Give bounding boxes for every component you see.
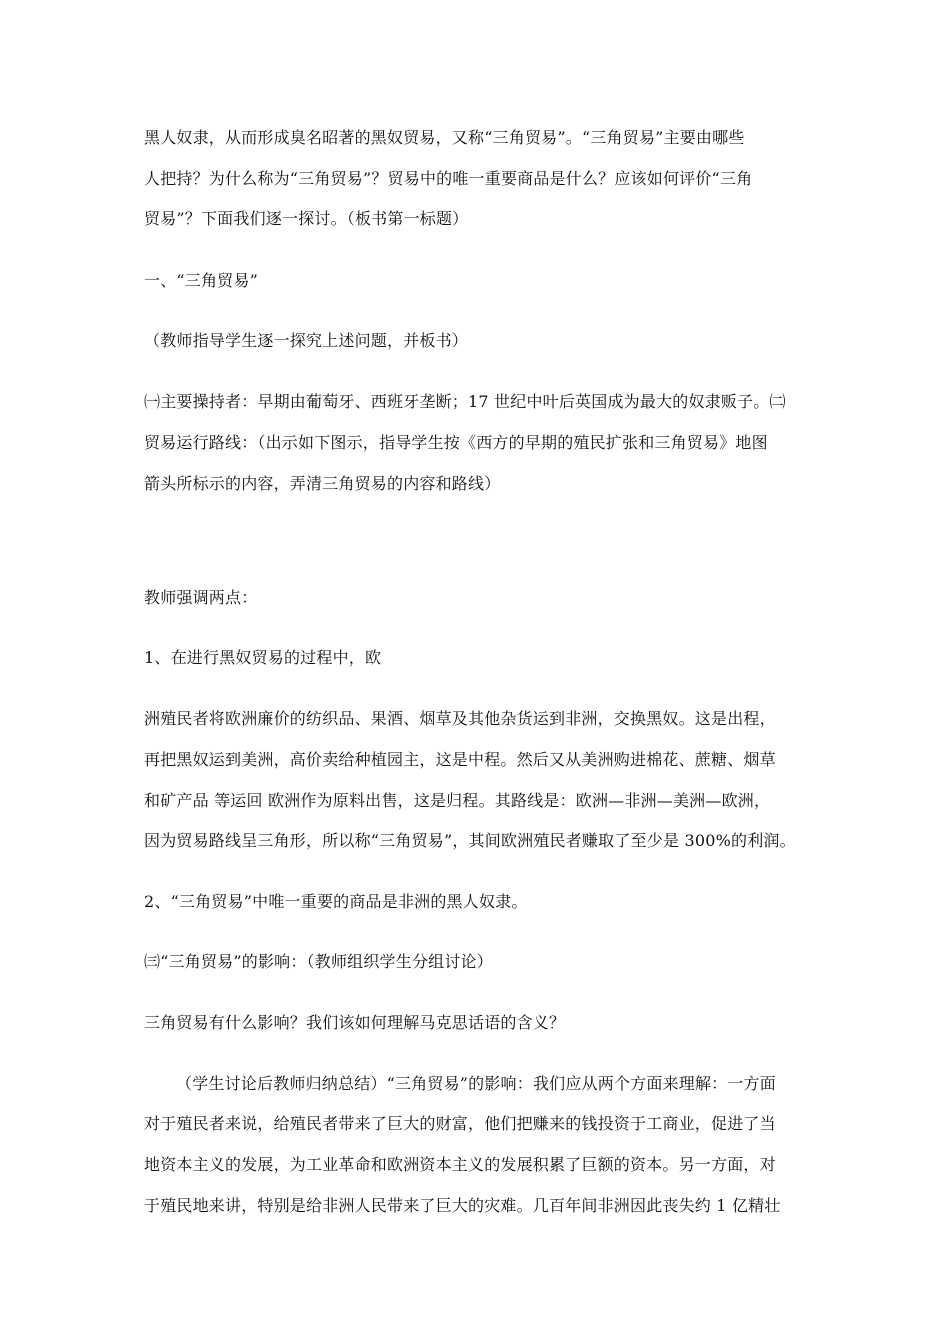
point-2: 2、“三角贸易”中唯一重要的商品是非洲的黑人奴隶。 (144, 892, 528, 911)
point-1-line-2: 再把黑奴运到美洲，高价卖给种植园主，这是中程。然后又从美洲购进棉花、蔗糖、烟草 (144, 750, 776, 769)
point-1-line-3: 和矿产品 等运回 欧洲作为原料出售，这是归程。其路线是：欧洲—非洲—美洲—欧洲， (144, 791, 771, 810)
route-line-1: ㈠主要操持者：早期由葡萄牙、西班牙垄断；17 世纪中叶后英国成为最大的奴隶贩子。㈡ (144, 392, 786, 411)
point-1-line-4: 因为贸易路线呈三角形，所以称“三角贸易”，其间欧洲殖民者赚取了至少是 300%的利润。 (144, 831, 796, 850)
discussion-question: 三角贸易有什么影响？我们该如何理解马克思话语的含义？ (144, 1013, 566, 1032)
impact-heading: ㈢“三角贸易”的影响：（教师组织学生分组讨论） (144, 952, 493, 971)
section-heading: 一、“三角贸易” (144, 271, 258, 290)
summary-line-3: 地资本主义的发展，为工业革命和欧洲资本主义的发展积累了巨额的资本。另一方面，对 (144, 1155, 776, 1174)
summary-line-1: （学生讨论后教师归纳总结）“三角贸易”的影响：我们应从两个方面来理解：一方面 (176, 1074, 776, 1093)
route-line-3: 箭头所标示的内容，弄清三角贸易的内容和路线） (144, 474, 501, 493)
route-line-2: 贸易运行路线：（出示如下图示，指导学生按《西方的早期的殖民扩张和三角贸易》地图 (144, 433, 768, 452)
point-1-intro: 1、在进行黑奴贸易的过程中，欧 (144, 648, 382, 667)
intro-line-3: 贸易”？下面我们逐一探讨。（板书第一标题） (144, 209, 469, 228)
intro-line-2: 人把持？为什么称为“三角贸易”？贸易中的唯一重要商品是什么？应该如何评价“三角 (144, 169, 753, 188)
summary-line-2: 对于殖民者来说，给殖民者带来了巨大的财富，他们把赚来的钱投资于工商业，促进了当 (144, 1114, 776, 1133)
emphasis-heading: 教师强调两点： (144, 588, 258, 607)
teacher-note: （教师指导学生逐一探究上述问题，并板书） (144, 331, 469, 350)
intro-line-1: 黑人奴隶，从而形成臭名昭著的黑奴贸易，又称“三角贸易”。“三角贸易”主要由哪些 (144, 128, 745, 147)
point-1-line-1: 洲殖民者将欧洲廉价的纺织品、果酒、烟草及其他杂货运到非洲，交换黑奴。这是出程， (144, 709, 776, 728)
summary-line-4: 于殖民地来讲，特别是给非洲人民带来了巨大的灾难。几百年间非洲因此丧失约 1 亿精壮 (144, 1196, 781, 1215)
